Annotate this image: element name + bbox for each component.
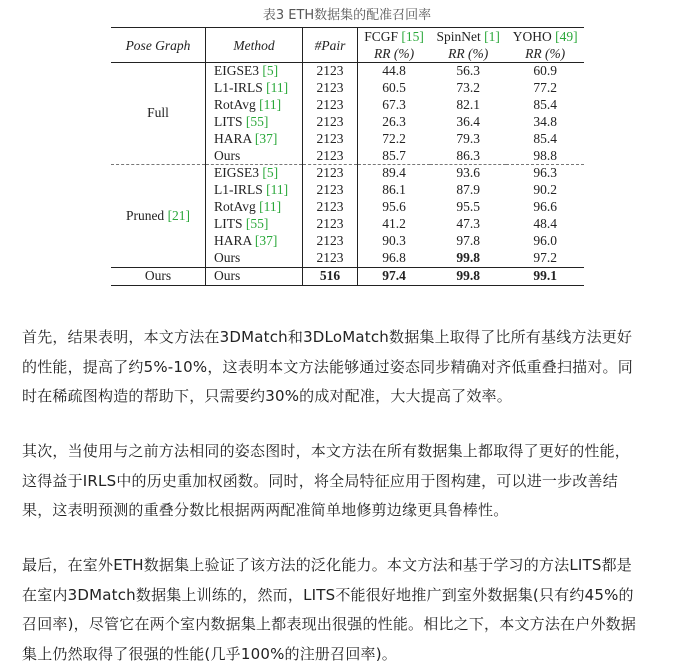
- header-pair: #Pair: [303, 28, 358, 63]
- method-cell: [206, 114, 303, 131]
- yoho-cell: 97.2: [533, 249, 557, 265]
- spinnet-cell: 97.8: [456, 233, 481, 249]
- paragraph-2-line: 果，这表明预测的重叠分数比根据两两配准简单地修剪边缘更具鲁棒性。: [22, 501, 509, 519]
- pair-cell: 2123: [303, 148, 358, 165]
- header-yoho: [506, 28, 584, 46]
- method-name: Ours: [214, 249, 241, 265]
- final-pose-graph-cell: Ours: [111, 267, 206, 285]
- method-cell: [206, 216, 303, 233]
- fcgf-cell: 26.3: [382, 113, 406, 129]
- method-name: L1-IRLS: [214, 182, 263, 198]
- method-ref: [5]: [262, 165, 279, 181]
- fcgf-cell: 90.3: [382, 233, 406, 249]
- header-method: Method: [206, 28, 303, 63]
- fcgf-cell: 60.5: [382, 79, 406, 95]
- method-cell: [206, 233, 303, 250]
- yoho-cell: 96.6: [533, 199, 557, 215]
- pair-cell: 2123: [303, 131, 358, 148]
- fcgf-cell: 44.8: [358, 63, 431, 80]
- fcgf-cell: 67.3: [382, 96, 406, 112]
- spinnet-cell: 86.3: [456, 147, 481, 163]
- pair-cell: 2123: [303, 233, 358, 250]
- spinnet-cell: 56.3: [430, 63, 506, 80]
- yoho-cell: 77.2: [533, 79, 557, 95]
- method-cell: [206, 199, 303, 216]
- pose-graph-label: Pruned: [125, 207, 165, 223]
- yoho-cell: 85.4: [533, 96, 557, 112]
- paragraph-3-line: 在室内3DMatch数据集上训练的，然而，LITS不能很好地推广到室外数据集(只有约45%的: [22, 585, 634, 604]
- spinnet-cell: 95.5: [456, 199, 481, 215]
- final-yoho-cell: 99.1: [506, 267, 584, 285]
- pair-cell: 2123: [303, 80, 358, 97]
- header-pose-graph: Pose Graph: [111, 28, 206, 63]
- method-name: L1-IRLS: [214, 79, 263, 95]
- spinnet-cell: 99.8: [456, 249, 481, 265]
- yoho-cell: 85.4: [533, 130, 557, 146]
- yoho-cell: 96.3: [506, 165, 584, 182]
- spinnet-cell: 87.9: [456, 182, 481, 198]
- header-fcgf-name: FCGF: [364, 29, 399, 44]
- final-pair-cell: 516: [303, 267, 358, 285]
- method-cell: [206, 165, 303, 182]
- spinnet-cell: 73.2: [456, 79, 481, 95]
- results-table: [111, 27, 584, 286]
- table-row: [111, 63, 584, 80]
- table-body: [111, 63, 584, 286]
- method-cell: [206, 80, 303, 97]
- paragraph-1-line: 的性能，提高了约5%-10%，这表明本文方法能够通过姿态同步精确对齐低重叠扫描对。同: [22, 357, 633, 376]
- paragraph-2-line: 其次，当使用与之前方法相同的姿态图时，本文方法在所有数据集上都取得了更好的性能，: [22, 442, 631, 460]
- spinnet-cell: 82.1: [456, 96, 481, 112]
- yoho-cell: 98.8: [533, 147, 557, 163]
- yoho-cell: 96.0: [533, 233, 557, 249]
- pair-cell: 2123: [303, 165, 358, 182]
- header-spinnet-name: SpinNet: [436, 29, 481, 44]
- method-cell: [206, 250, 303, 267]
- fcgf-cell: 96.8: [382, 249, 406, 265]
- fcgf-cell: 95.6: [382, 199, 406, 215]
- method-name: Ours: [214, 147, 241, 163]
- method-cell: [206, 148, 303, 165]
- paragraph-3-line: 集上仍然取得了很强的性能(几乎100%的注册召回率)。: [22, 644, 397, 663]
- fcgf-cell: 85.7: [382, 147, 406, 163]
- yoho-cell: 48.4: [533, 216, 557, 232]
- method-ref: [37]: [254, 233, 278, 249]
- spinnet-cell: 47.3: [456, 216, 481, 232]
- method-ref: [11]: [259, 199, 282, 215]
- method-ref: [5]: [262, 63, 279, 78]
- yoho-cell: 60.9: [506, 63, 584, 80]
- pair-cell: 2123: [303, 97, 358, 114]
- final-spinnet-cell: 99.8: [430, 267, 506, 285]
- method-name: HARA: [214, 233, 252, 249]
- paragraph-2: [22, 437, 674, 526]
- pose-graph-ref: [21]: [167, 207, 191, 223]
- header-spinnet: [430, 28, 506, 46]
- table-caption: 表3 ETH数据集的配准召回率: [262, 8, 432, 23]
- pair-cell: 2123: [303, 114, 358, 131]
- pose-graph-label: Full: [147, 105, 169, 121]
- method-name: LITS: [214, 113, 243, 129]
- method-ref: [37]: [254, 130, 278, 146]
- paragraph-1-line: 时在稀疏图构造的帮助下，只需要约30%的成对配准，大大提高了效率。: [22, 387, 512, 405]
- fcgf-cell: 41.2: [382, 216, 406, 232]
- pair-cell: 2123: [303, 250, 358, 267]
- yoho-cell: 90.2: [533, 182, 557, 198]
- header-spinnet-ref: [1]: [484, 29, 500, 44]
- method-name: RotAvg: [214, 96, 256, 112]
- paragraph-2-line: 这得益于IRLS中的历史重加权函数。同时，将全局特征应用于图构建，可以进一步改善结: [22, 471, 618, 490]
- yoho-cell: 34.8: [533, 113, 557, 129]
- fcgf-cell: 89.4: [358, 165, 431, 182]
- method-ref: [11]: [266, 79, 289, 95]
- header-spinnet-rr: RR (%): [448, 46, 489, 61]
- method-name: EIGSE3: [214, 165, 259, 181]
- paragraph-1-line: 首先，结果表明，本文方法在3DMatch和3DLoMatch数据集上取得了比所有基线方法更好: [22, 328, 633, 346]
- pair-cell: 2123: [303, 182, 358, 199]
- header-yoho-rr: RR (%): [525, 46, 566, 61]
- spinnet-cell: 93.6: [430, 165, 506, 182]
- paragraph-3-line: 最后，在室外ETH数据集上验证了该方法的泛化能力。本文方法和基于学习的方法LITS都是: [22, 556, 632, 574]
- pair-cell: 2123: [303, 199, 358, 216]
- final-method-cell: Ours: [206, 267, 303, 285]
- header-fcgf: [358, 28, 431, 46]
- pair-cell: 2123: [303, 216, 358, 233]
- method-name: RotAvg: [214, 199, 256, 215]
- paragraph-3-line: 召回率)，尽管它在两个室内数据集上都表现出很强的性能。相比之下，本文方法在户外数据: [22, 615, 637, 633]
- paragraph-1: [22, 323, 674, 412]
- table-row: [111, 165, 584, 182]
- fcgf-cell: 72.2: [382, 130, 406, 146]
- fcgf-cell: 86.1: [382, 182, 406, 198]
- method-ref: [11]: [266, 182, 289, 198]
- method-ref: [55]: [245, 113, 269, 129]
- header-yoho-name: YOHO: [512, 29, 552, 44]
- table-row-final: [111, 267, 584, 285]
- method-cell: [206, 131, 303, 148]
- method-cell: [206, 97, 303, 114]
- spinnet-cell: 36.4: [456, 113, 481, 129]
- method-name: LITS: [214, 216, 243, 232]
- pose-graph-cell: [111, 165, 206, 267]
- method-name: HARA: [214, 130, 252, 146]
- paragraph-3: [22, 551, 674, 669]
- method-cell: [206, 182, 303, 199]
- pose-graph-cell: [111, 63, 206, 165]
- header-fcgf-ref: [15]: [401, 29, 424, 44]
- results-table-container: [111, 27, 584, 286]
- header-fcgf-rr: RR (%): [374, 46, 415, 61]
- header-yoho-ref: [49]: [555, 29, 578, 44]
- method-ref: [55]: [245, 216, 269, 232]
- pair-cell: 2123: [303, 63, 358, 80]
- method-ref: [11]: [259, 96, 282, 112]
- method-cell: [206, 63, 303, 80]
- spinnet-cell: 79.3: [456, 130, 481, 146]
- method-name: EIGSE3: [214, 63, 259, 78]
- final-fcgf-cell: 97.4: [358, 267, 431, 285]
